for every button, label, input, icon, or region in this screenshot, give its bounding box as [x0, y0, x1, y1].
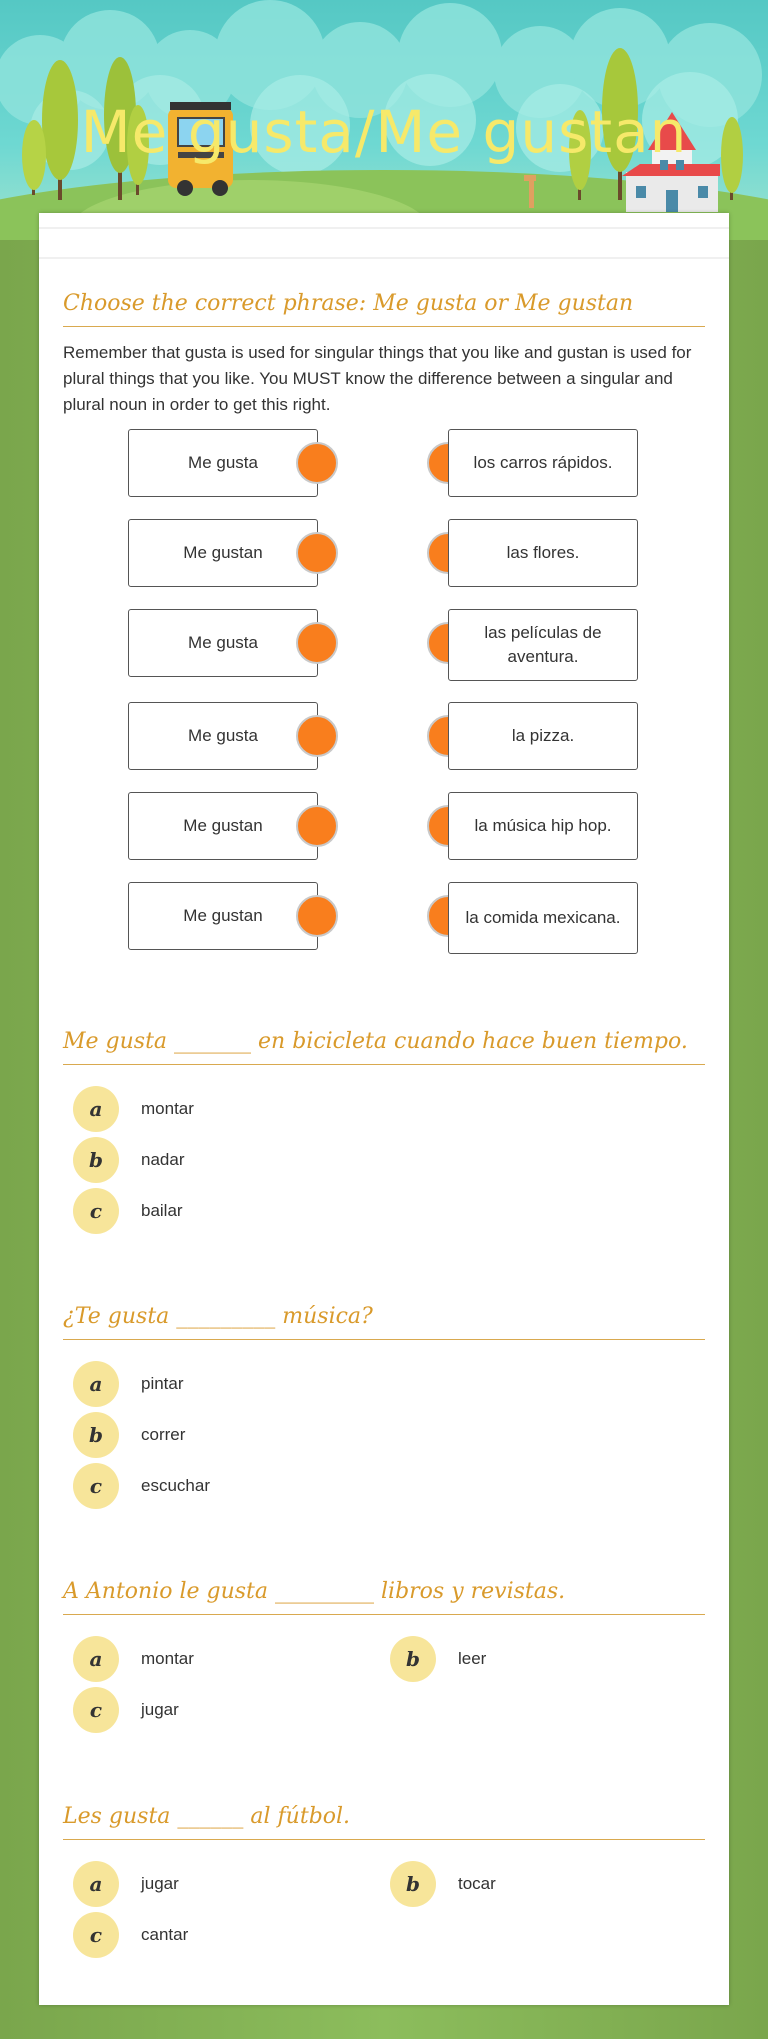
- option-text: correr: [141, 1425, 186, 1444]
- option-text: montar: [141, 1099, 194, 1118]
- match-left-dot-3[interactable]: [296, 622, 338, 664]
- question-4-option-b[interactable]: [390, 1635, 486, 1683]
- option-letter-badge: a: [73, 1086, 119, 1132]
- option-text: leer: [458, 1649, 487, 1668]
- match-left-dot-1[interactable]: [296, 442, 338, 484]
- match-left-dot-2[interactable]: [296, 532, 338, 574]
- question-1-title: Choose the correct phrase: Me gusta or Me gustan: [63, 291, 705, 327]
- option-letter-badge: a: [73, 1861, 119, 1907]
- question-2-option-c[interactable]: [73, 1187, 183, 1235]
- question-2-option-a[interactable]: [73, 1085, 194, 1133]
- page-title: Me gusta/Me gustan: [80, 98, 688, 166]
- option-text: jugar: [141, 1874, 179, 1893]
- option-text: tocar: [458, 1874, 496, 1893]
- match-left-5[interactable]: Me gustan: [128, 792, 318, 860]
- question-5-option-b[interactable]: [390, 1860, 496, 1908]
- option-letter-badge: b: [73, 1137, 119, 1183]
- option-text: cantar: [141, 1925, 189, 1944]
- match-left-1[interactable]: Me gusta: [128, 429, 318, 497]
- match-right-2[interactable]: las flores.: [448, 519, 638, 587]
- match-left-dot-5[interactable]: [296, 805, 338, 847]
- match-left-3[interactable]: Me gusta: [128, 609, 318, 677]
- question-3-option-c[interactable]: [73, 1462, 210, 1510]
- question-3-option-a[interactable]: [73, 1360, 184, 1408]
- question-5-title: Les gusta ______ al fútbol.: [63, 1804, 705, 1840]
- option-letter-badge: b: [390, 1861, 436, 1907]
- option-text: nadar: [141, 1150, 185, 1169]
- option-letter-badge: c: [73, 1463, 119, 1509]
- option-letter-badge: c: [73, 1687, 119, 1733]
- question-4-title: A Antonio le gusta _________ libros y revistas.: [63, 1579, 705, 1615]
- option-text: escuchar: [141, 1476, 210, 1495]
- match-right-1[interactable]: los carros rápidos.: [448, 429, 638, 497]
- header-banner: [0, 0, 768, 240]
- question-1-instructions: Remember that gusta is used for singular things that you like and gustan is used for plural things that you like. You MUST know the difference between a singular and plural noun in order to get this right.: [63, 343, 692, 414]
- option-letter-badge: a: [73, 1636, 119, 1682]
- match-left-dot-4[interactable]: [296, 715, 338, 757]
- match-right-6[interactable]: la comida mexicana.: [448, 882, 638, 954]
- question-2-title: Me gusta _______ en bicicleta cuando hace buen tiempo.: [63, 1029, 705, 1065]
- option-text: montar: [141, 1649, 194, 1668]
- match-left-4[interactable]: Me gusta: [128, 702, 318, 770]
- match-right-5[interactable]: la música hip hop.: [448, 792, 638, 860]
- match-left-2[interactable]: Me gustan: [128, 519, 318, 587]
- option-text: pintar: [141, 1374, 184, 1393]
- match-left-6[interactable]: Me gustan: [128, 882, 318, 950]
- question-3-title: ¿Te gusta _________ música?: [63, 1304, 705, 1340]
- option-letter-badge: b: [390, 1636, 436, 1682]
- question-5-option-c[interactable]: [73, 1911, 188, 1959]
- question-5-option-a[interactable]: [73, 1860, 179, 1908]
- option-letter-badge: c: [73, 1912, 119, 1958]
- question-2-option-b[interactable]: [73, 1136, 184, 1184]
- option-letter-badge: c: [73, 1188, 119, 1234]
- option-text: jugar: [141, 1700, 179, 1719]
- option-letter-badge: a: [73, 1361, 119, 1407]
- question-4-option-a[interactable]: [73, 1635, 194, 1683]
- match-left-dot-6[interactable]: [296, 895, 338, 937]
- match-right-4[interactable]: la pizza.: [448, 702, 638, 770]
- match-right-3[interactable]: las películas de aventura.: [448, 609, 638, 681]
- worksheet: [39, 213, 729, 2005]
- paper-lines: [39, 213, 729, 263]
- option-text: bailar: [141, 1201, 183, 1220]
- question-4-option-c[interactable]: [73, 1686, 179, 1734]
- option-letter-badge: b: [73, 1412, 119, 1458]
- question-3-option-b[interactable]: [73, 1411, 185, 1459]
